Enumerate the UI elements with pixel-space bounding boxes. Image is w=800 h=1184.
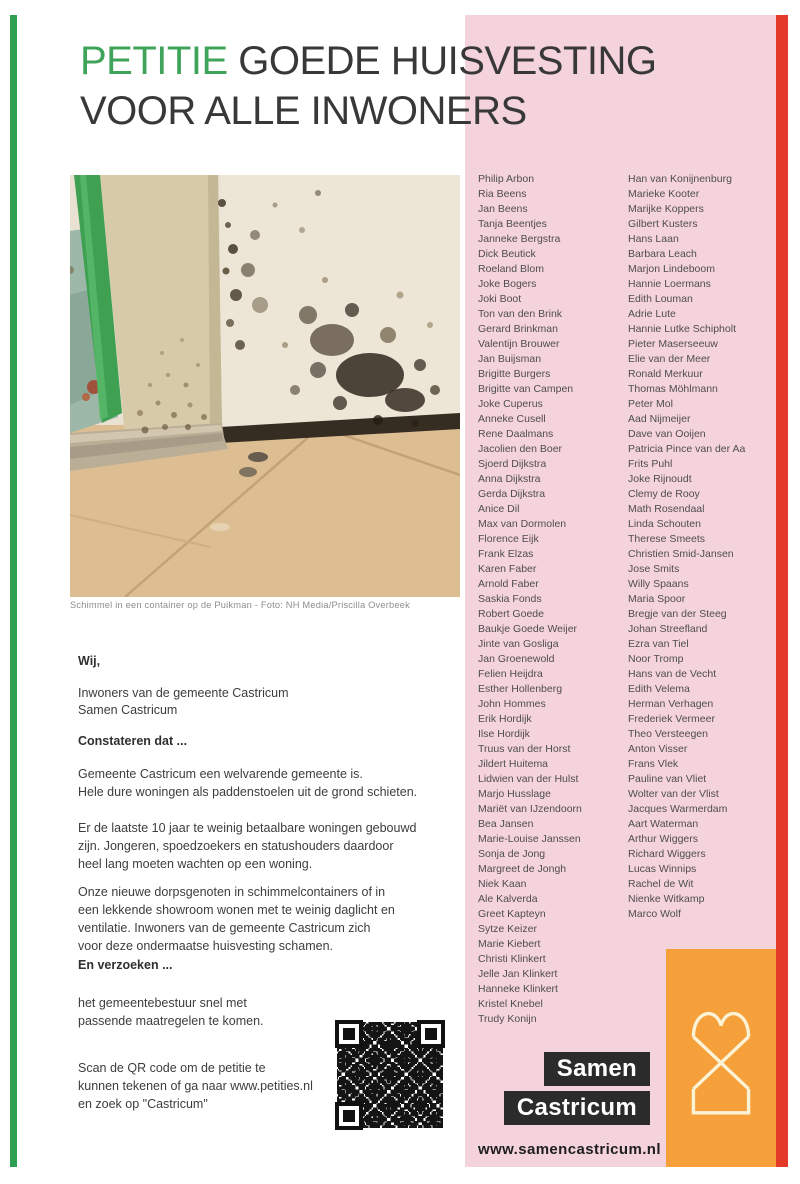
signatory-name: Jildert Huitema [478,758,549,770]
signatory-name: Pauline van Vliet [628,773,707,785]
request-heading: En verzoeken ... [78,958,173,972]
signatory-name: Willy Spaans [628,578,689,590]
observe-heading: Constateren dat ... [78,734,188,748]
paragraph-2 [78,819,468,873]
signatory-name: Sonja de Jong [478,848,546,860]
page-title [80,36,657,136]
text-line: het gemeentebestuur snel met [78,996,247,1010]
signatory-name: Philip Arbon [478,173,535,185]
orange-logo-panel [666,949,776,1167]
signatory-name: Lucas Winnips [628,863,697,875]
signatory-name: Peter Mol [628,398,673,410]
signatory-name: Tanja Beentjes [478,218,547,230]
signatory-name: Jan Beens [478,203,528,215]
signatory-name: Brigitte Burgers [478,368,551,380]
text-line: Inwoners van de gemeente Castricum [78,686,289,700]
paragraph-3 [78,883,468,955]
signatory-name: Jacques Warmerdam [628,803,728,815]
signatory-name: Christi Klinkert [478,953,546,965]
signatory-name: Greet Kapteyn [478,908,546,920]
signatory-name: Esther Hollenberg [478,683,563,695]
signatory-name: Marijke Koppers [628,203,704,215]
signatory-name: Mariët van IJzendoorn [478,803,582,815]
signatory-name: Karen Faber [478,563,537,575]
signatory-name: Erik Hordijk [478,713,532,725]
signatory-name: Valentijn Brouwer [478,338,560,350]
signatory-name: Ezra van Tiel [628,638,689,650]
signatory-name: Joki Boot [478,293,522,305]
signatory-name: Rene Daalmans [478,428,554,440]
signatory-name: Niek Kaan [478,878,527,890]
signatory-name: Nienke Witkamp [628,893,705,905]
signatory-name: Margreet de Jongh [478,863,567,875]
signatory-name: Sytze Keizer [478,923,537,935]
signatory-name: Elie van der Meer [628,353,711,365]
signatory-name: Ronald Merkuur [628,368,703,380]
signatory-name: Dave van Ooijen [628,428,706,440]
mold-photo [70,175,460,597]
signatory-name: Robert Goede [478,608,544,620]
signatory-name: Jan Buijsman [478,353,542,365]
signatory-name: Joke Rijnoudt [628,473,692,485]
signatory-name: Frank Elzas [478,548,534,560]
signatory-name: Clemy de Rooy [628,488,700,500]
text-line: en zoek op "Castricum" [78,1097,208,1111]
signatory-name: Richard Wiggers [628,848,706,860]
signatory-name: Therese Smeets [628,533,706,545]
signatory-name: Wolter van der Vlist [628,788,719,800]
signatory-name: Jose Smits [628,563,680,575]
signatory-name: Trudy Konijn [478,1013,537,1025]
text-line: Onze nieuwe dorpsgenoten in schimmelcontainers of in [78,885,386,899]
signatory-name: Han van Konijnenburg [628,173,732,185]
logo-line-samen: Samen [544,1052,650,1086]
signatory-name: Hanneke Klinkert [478,983,558,995]
signatory-name: Rachel de Wit [628,878,694,890]
signatory-name: Ilse Hordijk [478,728,530,740]
website-url: www.samencastricum.nl [478,1141,661,1158]
intro-text [78,685,468,719]
signatory-name: Max van Dormolen [478,518,567,530]
signatory-name: Aad Nijmeijer [628,413,691,425]
heart-house-icon [680,975,762,1135]
qr-finder-top-left [335,1020,363,1048]
mold-photo-illustration [70,175,460,597]
samen-castricum-logo [478,1052,650,1125]
signatory-list-column-2 [628,172,745,922]
signatory-name: Jinte van Gosliga [478,638,559,650]
signatory-name: Frits Puhl [628,458,673,470]
logo-line-castricum: Castricum [504,1091,650,1125]
text-line: Gemeente Castricum een welvarende gemeente is. [78,767,363,781]
signatory-name: Anice Dil [478,503,520,515]
signatory-name: Bea Jansen [478,818,534,830]
text-line: kunnen tekenen of ga naar www.petities.nl [78,1079,313,1093]
signatory-name: Hans van de Vecht [628,668,717,680]
signatory-name: Aart Waterman [628,818,699,830]
text-line: ventilatie. Inwoners van de gemeente Castricum zich [78,921,371,935]
signatory-name: Dick Beutick [478,248,536,260]
signatory-name: Patricia Pince van der Aa [628,443,746,455]
signatory-name: Herman Verhagen [628,698,714,710]
text-line: Samen Castricum [78,703,178,717]
right-accent-bar [776,15,788,1167]
text-line: zijn. Jongeren, spoedzoekers en statushouders daardoor [78,839,394,853]
signatory-name: Marjo Husslage [478,788,551,800]
text-line: passende maatregelen te komen. [78,1014,264,1028]
signatory-name: Marieke Kooter [628,188,700,200]
text-line: Scan de QR code om de petitie te [78,1061,266,1075]
signatory-name: Kristel Knebel [478,998,543,1010]
signatory-name: Christien Smid-Jansen [628,548,734,560]
signatory-name: Gerard Brinkman [478,323,558,335]
signatory-name: Lidwien van der Hulst [478,773,579,785]
title-highlight: PETITIE [80,39,228,83]
signatory-name: Roeland Blom [478,263,544,275]
intro-heading: Wij, [78,654,101,668]
signatory-name: Baukje Goede Weijer [478,623,578,635]
signatory-name: John Hommes [478,698,546,710]
signatory-name: Hans Laan [628,233,679,245]
text-line: voor deze ondermaatse huisvesting schamen. [78,939,334,953]
signatory-list-column-1 [478,172,582,1027]
qr-finder-bottom-left [335,1102,363,1130]
signatory-name: Hannie Lutke Schipholt [628,323,736,335]
text-line: Er de laatste 10 jaar te weinig betaalbare woningen gebouwd [78,821,417,835]
paragraph-1 [78,765,468,801]
signatory-name: Marie-Louise Janssen [478,833,581,845]
signatory-name: Arthur Wiggers [628,833,699,845]
qr-finder-top-right [417,1020,445,1048]
photo-caption: Schimmel in een container op de Puikman - Foto: NH Media/Priscilla Overbeek [70,600,411,610]
signatory-name: Edith Velema [628,683,690,695]
signatory-name: Bregje van der Steeg [628,608,727,620]
signatory-name: Anneke Cusell [478,413,546,425]
signatory-name: Brigitte van Campen [478,383,574,395]
signatory-name: Maria Spoor [628,593,686,605]
signatory-name: Noor Tromp [628,653,684,665]
signatory-name: Gerda Dijkstra [478,488,546,500]
signatory-name: Ale Kalverda [478,893,538,905]
qr-code [333,1018,447,1132]
signatory-name: Sjoerd Dijkstra [478,458,547,470]
title-line-2: VOOR ALLE INWONERS [80,89,527,133]
signatory-name: Anna Dijkstra [478,473,541,485]
signatory-name: Math Rosendaal [628,503,705,515]
signatory-name: Joke Cuperus [478,398,543,410]
signatory-name: Marjon Lindeboom [628,263,715,275]
signatory-name: Johan Streefland [628,623,708,635]
signatory-name: Marie Kiebert [478,938,541,950]
signatory-name: Frederiek Vermeer [628,713,715,725]
signatory-name: Linda Schouten [628,518,701,530]
signatory-name: Theo Versteegen [628,728,708,740]
left-accent-bar [10,15,17,1167]
signatory-name: Ria Beens [478,188,527,200]
signatory-name: Frans Vlek [628,758,679,770]
signatory-name: Saskia Fonds [478,593,542,605]
signatory-name: Jacolien den Boer [478,443,563,455]
text-line: heel lang moeten wachten op een woning. [78,857,313,871]
signatory-name: Joke Bogers [478,278,537,290]
signatory-name: Hannie Loermans [628,278,711,290]
signatory-name: Pieter Maserseeuw [628,338,718,350]
text-line: een lekkende showroom wonen met te weinig daglicht en [78,903,395,917]
text-line: Hele dure woningen als paddenstoelen uit de grond schieten. [78,785,418,799]
signatory-name: Edith Louman [628,293,693,305]
signatory-name: Thomas Möhlmann [628,383,718,395]
title-line-1: PETITIE GOEDE HUISVESTING [80,39,657,83]
signatory-name: Adrie Lute [628,308,676,320]
signatory-name: Marco Wolf [628,908,681,920]
signatory-name: Ton van den Brink [478,308,563,320]
signatory-name: Jelle Jan Klinkert [478,968,558,980]
signatory-name: Anton Visser [628,743,688,755]
signatory-name: Felien Heijdra [478,668,543,680]
signatory-name: Janneke Bergstra [478,233,561,245]
signatory-name: Jan Groenewold [478,653,555,665]
signatory-name: Gilbert Kusters [628,218,698,230]
signatory-name: Truus van der Horst [478,743,571,755]
signatory-name: Arnold Faber [478,578,539,590]
signatory-name: Florence Eijk [478,533,539,545]
signatory-name: Barbara Leach [628,248,697,260]
